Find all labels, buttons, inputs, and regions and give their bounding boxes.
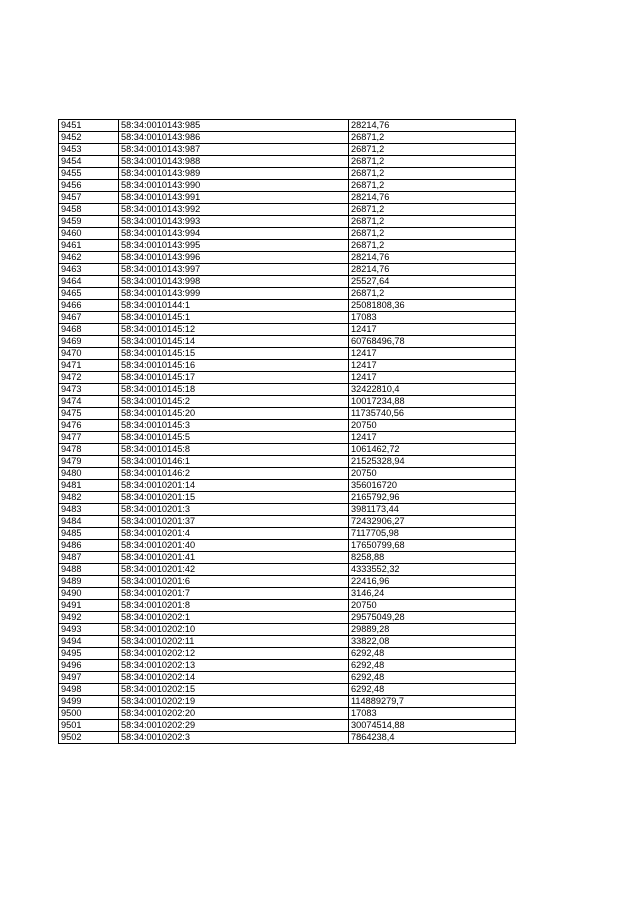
table-row: [59, 192, 516, 204]
cadastral-number-cell: 58:34:0010143:998: [119, 276, 349, 288]
table-row: [59, 216, 516, 228]
cadastral-number-cell: 58:34:0010143:991: [119, 192, 349, 204]
table-row: [59, 408, 516, 420]
row-number-cell: 9474: [59, 396, 119, 408]
table-body: [59, 120, 516, 744]
value-cell: 1061462,72: [349, 444, 516, 456]
data-table: [58, 119, 516, 744]
row-number-cell: 9457: [59, 192, 119, 204]
cadastral-number-cell: 58:34:0010143:988: [119, 156, 349, 168]
cadastral-number-cell: 58:34:0010202:12: [119, 648, 349, 660]
table-row: [59, 312, 516, 324]
row-number-cell: 9455: [59, 168, 119, 180]
cadastral-number-cell: 58:34:0010202:1: [119, 612, 349, 624]
row-number-cell: 9495: [59, 648, 119, 660]
cadastral-number-cell: 58:34:0010143:999: [119, 288, 349, 300]
cadastral-number-cell: 58:34:0010201:8: [119, 600, 349, 612]
row-number-cell: 9454: [59, 156, 119, 168]
value-cell: 2165792,96: [349, 492, 516, 504]
row-number-cell: 9466: [59, 300, 119, 312]
table-row: [59, 684, 516, 696]
value-cell: 72432906,27: [349, 516, 516, 528]
value-cell: 6292,48: [349, 660, 516, 672]
value-cell: 7117705,98: [349, 528, 516, 540]
value-cell: 3146,24: [349, 588, 516, 600]
value-cell: 28214,76: [349, 192, 516, 204]
value-cell: 17650799,68: [349, 540, 516, 552]
table-row: [59, 264, 516, 276]
cadastral-number-cell: 58:34:0010202:15: [119, 684, 349, 696]
row-number-cell: 9469: [59, 336, 119, 348]
cadastral-number-cell: 58:34:0010144:1: [119, 300, 349, 312]
cadastral-number-cell: 58:34:0010143:990: [119, 180, 349, 192]
table-row: [59, 420, 516, 432]
table-row: [59, 624, 516, 636]
table-row: [59, 492, 516, 504]
value-cell: 25527,64: [349, 276, 516, 288]
table-row: [59, 372, 516, 384]
cadastral-number-cell: 58:34:0010202:3: [119, 732, 349, 744]
value-cell: 26871,2: [349, 240, 516, 252]
value-cell: 26871,2: [349, 204, 516, 216]
row-number-cell: 9467: [59, 312, 119, 324]
value-cell: 7864238,4: [349, 732, 516, 744]
row-number-cell: 9452: [59, 132, 119, 144]
table-row: [59, 480, 516, 492]
cadastral-number-cell: 58:34:0010143:987: [119, 144, 349, 156]
value-cell: 26871,2: [349, 156, 516, 168]
cadastral-number-cell: 58:34:0010202:14: [119, 672, 349, 684]
cadastral-number-cell: 58:34:0010201:14: [119, 480, 349, 492]
row-number-cell: 9479: [59, 456, 119, 468]
row-number-cell: 9470: [59, 348, 119, 360]
row-number-cell: 9502: [59, 732, 119, 744]
value-cell: 12417: [349, 372, 516, 384]
cadastral-number-cell: 58:34:0010145:16: [119, 360, 349, 372]
table-row: [59, 144, 516, 156]
row-number-cell: 9472: [59, 372, 119, 384]
table-row: [59, 672, 516, 684]
row-number-cell: 9487: [59, 552, 119, 564]
value-cell: 3981173,44: [349, 504, 516, 516]
value-cell: 25081808,36: [349, 300, 516, 312]
value-cell: 33822,08: [349, 636, 516, 648]
cadastral-number-cell: 58:34:0010201:37: [119, 516, 349, 528]
row-number-cell: 9465: [59, 288, 119, 300]
value-cell: 11735740,56: [349, 408, 516, 420]
table-row: [59, 720, 516, 732]
table-row: [59, 132, 516, 144]
table-row: [59, 168, 516, 180]
cadastral-number-cell: 58:34:0010143:994: [119, 228, 349, 240]
row-number-cell: 9500: [59, 708, 119, 720]
cadastral-number-cell: 58:34:0010201:4: [119, 528, 349, 540]
value-cell: 29889,28: [349, 624, 516, 636]
table-row: [59, 252, 516, 264]
row-number-cell: 9492: [59, 612, 119, 624]
table-row: [59, 516, 516, 528]
table-row: [59, 552, 516, 564]
row-number-cell: 9482: [59, 492, 119, 504]
cadastral-number-cell: 58:34:0010145:15: [119, 348, 349, 360]
value-cell: 28214,76: [349, 264, 516, 276]
spreadsheet-page: [58, 119, 515, 744]
table-row: [59, 120, 516, 132]
row-number-cell: 9462: [59, 252, 119, 264]
table-row: [59, 432, 516, 444]
value-cell: 26871,2: [349, 288, 516, 300]
table-row: [59, 528, 516, 540]
cadastral-number-cell: 58:34:0010201:7: [119, 588, 349, 600]
row-number-cell: 9498: [59, 684, 119, 696]
cadastral-number-cell: 58:34:0010143:992: [119, 204, 349, 216]
table-row: [59, 588, 516, 600]
cadastral-number-cell: 58:34:0010202:20: [119, 708, 349, 720]
table-row: [59, 660, 516, 672]
table-row: [59, 288, 516, 300]
value-cell: 22416,96: [349, 576, 516, 588]
value-cell: 17083: [349, 312, 516, 324]
table-row: [59, 384, 516, 396]
cadastral-number-cell: 58:34:0010145:5: [119, 432, 349, 444]
value-cell: 26871,2: [349, 168, 516, 180]
row-number-cell: 9458: [59, 204, 119, 216]
cadastral-number-cell: 58:34:0010201:41: [119, 552, 349, 564]
value-cell: 17083: [349, 708, 516, 720]
cadastral-number-cell: 58:34:0010145:12: [119, 324, 349, 336]
row-number-cell: 9480: [59, 468, 119, 480]
cadastral-number-cell: 58:34:0010143:995: [119, 240, 349, 252]
cadastral-number-cell: 58:34:0010145:14: [119, 336, 349, 348]
row-number-cell: 9463: [59, 264, 119, 276]
row-number-cell: 9488: [59, 564, 119, 576]
cadastral-number-cell: 58:34:0010202:11: [119, 636, 349, 648]
table-row: [59, 276, 516, 288]
value-cell: 10017234,88: [349, 396, 516, 408]
cadastral-number-cell: 58:34:0010201:40: [119, 540, 349, 552]
table-row: [59, 360, 516, 372]
cadastral-number-cell: 58:34:0010201:3: [119, 504, 349, 516]
cadastral-number-cell: 58:34:0010145:1: [119, 312, 349, 324]
value-cell: 20750: [349, 600, 516, 612]
table-row: [59, 324, 516, 336]
row-number-cell: 9456: [59, 180, 119, 192]
row-number-cell: 9464: [59, 276, 119, 288]
row-number-cell: 9477: [59, 432, 119, 444]
row-number-cell: 9491: [59, 600, 119, 612]
value-cell: 356016720: [349, 480, 516, 492]
row-number-cell: 9485: [59, 528, 119, 540]
table-row: [59, 204, 516, 216]
row-number-cell: 9451: [59, 120, 119, 132]
value-cell: 32422810,4: [349, 384, 516, 396]
table-row: [59, 336, 516, 348]
row-number-cell: 9461: [59, 240, 119, 252]
table-row: [59, 708, 516, 720]
cadastral-number-cell: 58:34:0010202:29: [119, 720, 349, 732]
row-number-cell: 9484: [59, 516, 119, 528]
value-cell: 28214,76: [349, 120, 516, 132]
cadastral-number-cell: 58:34:0010202:10: [119, 624, 349, 636]
cadastral-number-cell: 58:34:0010143:996: [119, 252, 349, 264]
cadastral-number-cell: 58:34:0010145:8: [119, 444, 349, 456]
cadastral-number-cell: 58:34:0010143:985: [119, 120, 349, 132]
table-row: [59, 456, 516, 468]
cadastral-number-cell: 58:34:0010202:13: [119, 660, 349, 672]
table-row: [59, 600, 516, 612]
row-number-cell: 9468: [59, 324, 119, 336]
table-row: [59, 444, 516, 456]
value-cell: 60768496,78: [349, 336, 516, 348]
value-cell: 12417: [349, 324, 516, 336]
value-cell: 28214,76: [349, 252, 516, 264]
table-row: [59, 648, 516, 660]
table-row: [59, 504, 516, 516]
row-number-cell: 9476: [59, 420, 119, 432]
row-number-cell: 9501: [59, 720, 119, 732]
row-number-cell: 9453: [59, 144, 119, 156]
row-number-cell: 9486: [59, 540, 119, 552]
value-cell: 26871,2: [349, 180, 516, 192]
row-number-cell: 9473: [59, 384, 119, 396]
value-cell: 29575049,28: [349, 612, 516, 624]
cadastral-number-cell: 58:34:0010201:15: [119, 492, 349, 504]
value-cell: 30074514,88: [349, 720, 516, 732]
value-cell: 8258,88: [349, 552, 516, 564]
value-cell: 12417: [349, 432, 516, 444]
value-cell: 20750: [349, 468, 516, 480]
table-row: [59, 228, 516, 240]
table-row: [59, 564, 516, 576]
value-cell: 26871,2: [349, 228, 516, 240]
table-row: [59, 180, 516, 192]
value-cell: 20750: [349, 420, 516, 432]
row-number-cell: 9459: [59, 216, 119, 228]
value-cell: 26871,2: [349, 216, 516, 228]
table-row: [59, 300, 516, 312]
cadastral-number-cell: 58:34:0010145:17: [119, 372, 349, 384]
cadastral-number-cell: 58:34:0010143:993: [119, 216, 349, 228]
table-row: [59, 348, 516, 360]
value-cell: 6292,48: [349, 672, 516, 684]
row-number-cell: 9493: [59, 624, 119, 636]
table-row: [59, 240, 516, 252]
value-cell: 26871,2: [349, 132, 516, 144]
table-row: [59, 732, 516, 744]
table-row: [59, 696, 516, 708]
cadastral-number-cell: 58:34:0010201:42: [119, 564, 349, 576]
cadastral-number-cell: 58:34:0010145:3: [119, 420, 349, 432]
cadastral-number-cell: 58:34:0010145:20: [119, 408, 349, 420]
value-cell: 6292,48: [349, 648, 516, 660]
cadastral-number-cell: 58:34:0010145:2: [119, 396, 349, 408]
value-cell: 4333552,32: [349, 564, 516, 576]
row-number-cell: 9489: [59, 576, 119, 588]
cadastral-number-cell: 58:34:0010143:997: [119, 264, 349, 276]
cadastral-number-cell: 58:34:0010145:18: [119, 384, 349, 396]
value-cell: 114889279,7: [349, 696, 516, 708]
table-row: [59, 540, 516, 552]
table-row: [59, 468, 516, 480]
row-number-cell: 9478: [59, 444, 119, 456]
row-number-cell: 9483: [59, 504, 119, 516]
table-row: [59, 612, 516, 624]
table-row: [59, 156, 516, 168]
value-cell: 21525328,94: [349, 456, 516, 468]
row-number-cell: 9494: [59, 636, 119, 648]
cadastral-number-cell: 58:34:0010146:2: [119, 468, 349, 480]
row-number-cell: 9475: [59, 408, 119, 420]
cadastral-number-cell: 58:34:0010202:19: [119, 696, 349, 708]
row-number-cell: 9490: [59, 588, 119, 600]
value-cell: 26871,2: [349, 144, 516, 156]
row-number-cell: 9496: [59, 660, 119, 672]
cadastral-number-cell: 58:34:0010143:989: [119, 168, 349, 180]
row-number-cell: 9460: [59, 228, 119, 240]
value-cell: 12417: [349, 360, 516, 372]
row-number-cell: 9497: [59, 672, 119, 684]
table-row: [59, 576, 516, 588]
cadastral-number-cell: 58:34:0010146:1: [119, 456, 349, 468]
value-cell: 6292,48: [349, 684, 516, 696]
value-cell: 12417: [349, 348, 516, 360]
table-row: [59, 636, 516, 648]
row-number-cell: 9471: [59, 360, 119, 372]
cadastral-number-cell: 58:34:0010201:6: [119, 576, 349, 588]
cadastral-number-cell: 58:34:0010143:986: [119, 132, 349, 144]
row-number-cell: 9481: [59, 480, 119, 492]
row-number-cell: 9499: [59, 696, 119, 708]
table-row: [59, 396, 516, 408]
